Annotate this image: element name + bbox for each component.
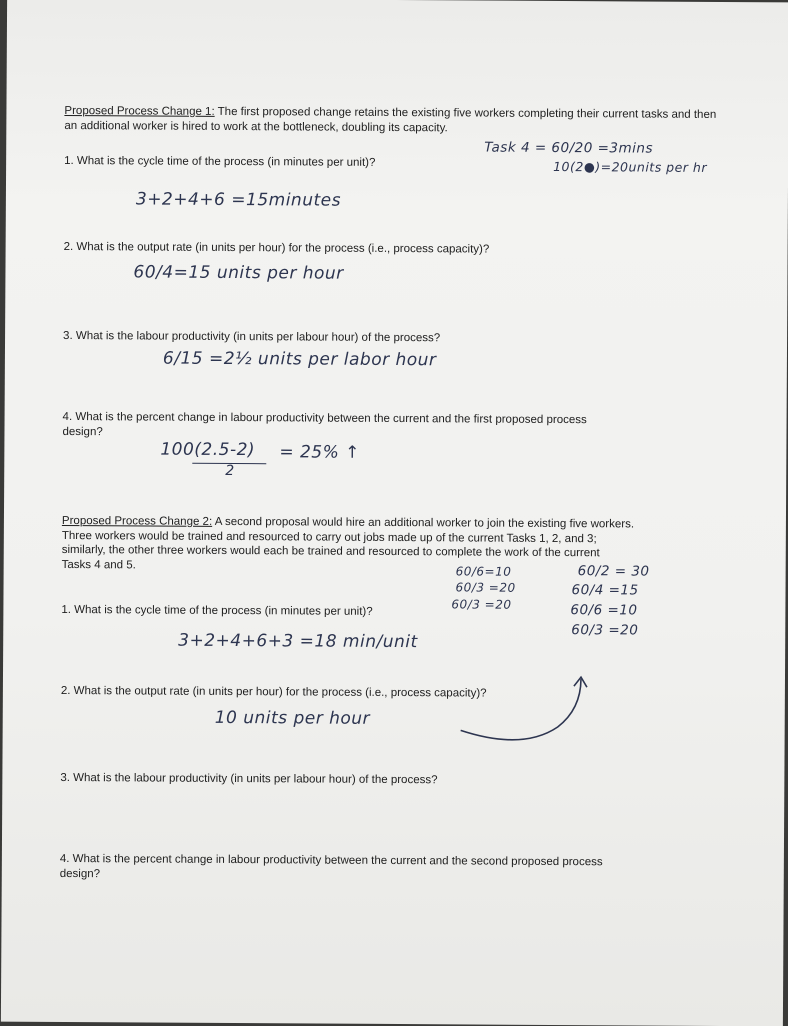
change1-q2: 2. What is the output rate (in units per hour) for the process (i.e., process capacity)?	[63, 240, 490, 256]
change2-calc-right-2: 60/4 =15	[571, 582, 639, 599]
change1-q1-note-line2: 10(2●)=20units per hr	[553, 158, 708, 175]
curved-arrow-icon	[453, 668, 598, 745]
change1-q4-answer-result: = 25% ↑	[279, 442, 361, 463]
change2-calc-right-3: 60/6 =10	[570, 602, 638, 619]
change2-calc-mid-2: 60/3 =20	[455, 580, 516, 595]
worksheet-page	[1, 0, 788, 1026]
change1-paragraph	[64, 104, 724, 137]
change2-heading: Proposed Process Change 2:	[61, 514, 213, 528]
change2-intro-line1: A second proposal would hire an additional worker to join the existing five workers.	[214, 515, 635, 531]
change1-heading: Proposed Process Change 1:	[64, 104, 215, 118]
change1-q2-answer: 60/4=15 units per hour	[133, 262, 344, 284]
change2-q2: 2. What is the output rate (in units per hour) for the process (i.e., process capacity)?	[60, 684, 487, 700]
change1-q1-answer: 3+2+4+6 =15minutes	[135, 189, 342, 211]
change2-calc-right-4: 60/3 =20	[571, 622, 639, 639]
change1-q1-note-line1: Task 4 = 60/20 =3mins	[484, 139, 654, 157]
change2-intro-line4: Tasks 4 and 5.	[61, 558, 136, 571]
change2-q1: 1. What is the cycle time of the process (in minutes per unit)?	[61, 603, 373, 618]
change2-calc-mid-1: 60/6=10	[455, 564, 512, 579]
change1-q1: 1. What is the cycle time of the process (in minutes per unit)?	[64, 154, 376, 169]
change1-q4-line1: 4. What is the percent change in labour productivity between the current and the first proposed process	[62, 410, 587, 427]
change2-q3: 3. What is the labour productivity (in units per labour hour) of the process?	[60, 771, 438, 787]
change1-intro: The first proposed change retains the existing five workers completing their current tasks and then an additional worker is hired to work at the bottleneck, doubling its capacity.	[64, 105, 717, 134]
change1-q4-answer-denominator: 2	[225, 462, 235, 480]
change1-q3-answer: 6/15 =2½ units per labor hour	[162, 348, 437, 371]
change1-q4-line2: design?	[62, 425, 103, 439]
change2-intro-line2: Three workers would be trained and resourced to carry out jobs made up of the current Tasks 1, 2, and 3;	[61, 529, 597, 545]
change1-q4-answer-numerator: 100(2.5-2)	[160, 439, 256, 461]
change2-calc-right-1: 60/2 = 30	[577, 563, 650, 580]
change2-q4-line1: 4. What is the percent change in labour productivity between the current and the second proposed process	[59, 852, 603, 869]
change2-calc-mid-3: 60/3 =20	[451, 597, 512, 612]
change2-q4-line2: design?	[59, 867, 101, 881]
change2-q1-answer: 3+2+4+6+3 =18 min/unit	[178, 630, 418, 653]
change1-q3: 3. What is the labour productivity (in units per labour hour) of the process?	[63, 329, 441, 345]
change2-intro-line3: similarly, the other three workers would each be trained and resourced to complete the work of the current	[61, 543, 600, 560]
change2-q2-answer: 10 units per hour	[214, 707, 371, 729]
